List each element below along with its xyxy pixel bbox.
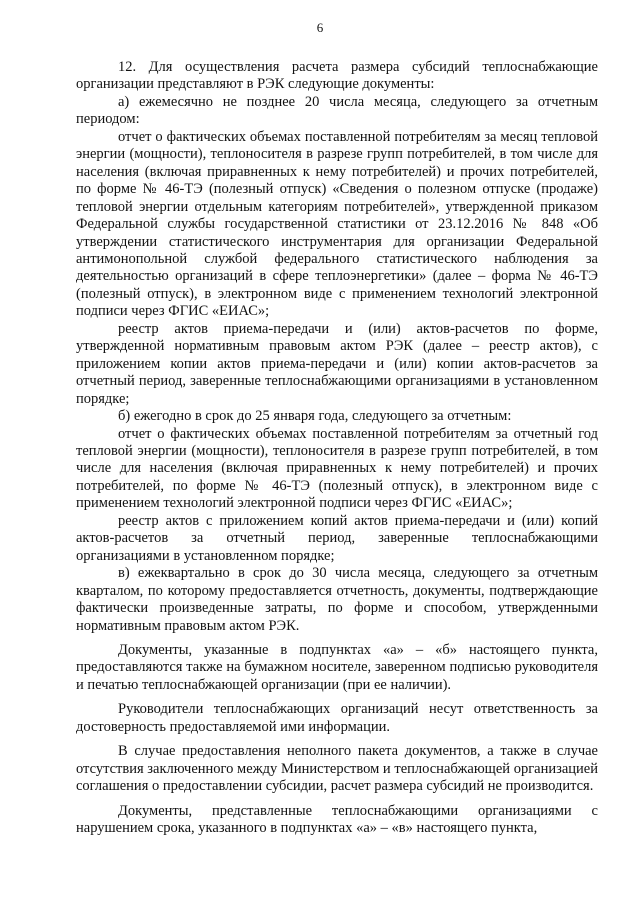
paragraph-responsibility: Руководители теплоснабжающих организаций несут ответственность за достоверность предоставляемой ими информации. — [76, 701, 598, 735]
document-body — [76, 59, 598, 837]
paragraph-12-intro: 12. Для осуществления расчета размера субсидий теплоснабжающие организации представляют в РЭК следующие документы: — [76, 59, 598, 93]
paragraph-annual-registry: реестр актов с приложением копий актов приема-передачи и (или) копий актов-расчетов за отчетный период, заверенные теплоснабжающими организациями в установленном порядке; — [76, 512, 598, 564]
paragraph-monthly-report: отчет о фактических объемах поставленной потребителям за месяц тепловой энергии (мощности), теплоносителя в разрезе групп потребителей, в том числе для населения (включая приравненных к нему потребителей) и прочих потребителей, по форме № 46-ТЭ (полезный отпуск) «Сведения о полезном отпуске (продаже) тепловой энергии отдельным категориям потребителей», утвержденной приказом Федеральной службы государственной статистики от 23.12.2016 № 848 «Об утверждении статистического инструментария для организации Федеральной антимонопольной службой федерального статистического наблюдения за деятельностью организаций в сфере теплоэнергетики» (далее – форма № 46-ТЭ (полезный отпуск), в электронном виде с применением технологий электронной подписи через ФГИС «ЕИАС»; — [76, 128, 598, 320]
subitem-a-heading: а) ежемесячно не позднее 20 числа месяца, следующего за отчетным периодом: — [76, 93, 598, 128]
page-number: 6 — [316, 20, 324, 35]
subitem-v-quarterly: в) ежеквартально в срок до 30 числа месяца, следующего за отчетным кварталом, по которому предоставляется отчетность, документы, подтверждающие фактически произведенные затраты, по форме и способом, утвержденными нормативным правовым актом РЭК. — [76, 565, 598, 634]
subitem-b-heading: б) ежегодно в срок до 25 января года, следующего за отчетным: — [118, 408, 512, 425]
paragraph-paper-copies: Документы, указанные в подпунктах «а» – «б» настоящего пункта, предоставляются также на бумажном носителе, заверенном подписью руководителя и печатью теплоснабжающей организации (при ее наличии). — [76, 641, 598, 693]
paragraph-annual-report: отчет о фактических объемах поставленной потребителям за отчетный год тепловой энергии (мощности), теплоносителя в разрезе групп потребителей, в том числе для населения (включая приравненных к нему потребителей) и прочих потребителей, по форме № 46-ТЭ (полезный отпуск), в электронном виде с применением технологий электронной подписи через ФГИС «ЕИАС»; — [76, 425, 598, 512]
paragraph-acts-registry: реестр актов приема-передачи и (или) актов-расчетов по форме, утвержденной нормативным правовым актом РЭК (далее – реестр актов), с приложением копии актов приема-передачи и (или) копии актов-расчетов за отчетный период, заверенные теплоснабжающими организациями в установленном порядке; — [76, 320, 598, 407]
paragraph-incomplete-package: В случае предоставления неполного пакета документов, а также в случае отсутствия заключенного между Министерством и теплоснабжающей организацией соглашения о предоставлении субсидии, расчет размера субсидий не производится. — [76, 743, 598, 795]
paragraph-late-documents: Документы, представленные теплоснабжающими организациями с нарушением срока, указанного в подпунктах «а» – «в» настоящего пункта, — [76, 802, 598, 837]
